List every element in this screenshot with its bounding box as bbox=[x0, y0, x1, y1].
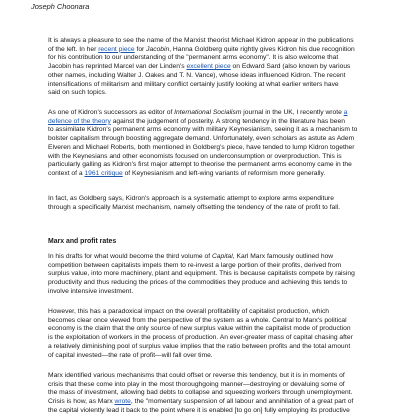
section-heading: Marx and profit rates bbox=[48, 238, 117, 245]
text-line: the mass of investment, allowing bad debts to collapse and squeezing workers through unemployment. bbox=[48, 389, 353, 397]
text-run: of the left. In her bbox=[48, 45, 99, 53]
text-run: of Keynesianism and left-wing variants of reformism more generally. bbox=[122, 169, 326, 177]
text-run: In his drafts for what would become the third volume of bbox=[48, 253, 212, 260]
text-line: through a specifically Marxist mechanism, namely offsetting the tendency of the rate of profit to fall. bbox=[48, 203, 341, 211]
text-run: on Edward Sard (also known by various bbox=[230, 63, 351, 71]
text-line: It is always a pleasure to see the name of the Marxist theorist Michael Kidron appear in the publications bbox=[48, 37, 354, 44]
text-line: said on such topics. bbox=[48, 89, 107, 97]
text-line: for his contribution to our understanding of the "permanent arms economy". It is also welcome that bbox=[48, 54, 339, 62]
text-line bbox=[48, 46, 393, 55]
text-line: In fact, as Goldberg says, Kidron's approach is a systematic attempt to explore arms expenditure bbox=[48, 195, 335, 202]
text-line: competition between capitalists impels them to re-invest a large portion of their profits, derived from bbox=[48, 261, 342, 269]
text-line bbox=[48, 170, 393, 179]
paragraph-profitability bbox=[48, 308, 393, 360]
text-line: particularly galling as Kidron's first major attempt to theorise the permanent arms economy came in the bbox=[48, 161, 352, 169]
defence-of-theory-link[interactable]: defence of the theory bbox=[48, 117, 111, 125]
text-line: Elveren and Michael Roberts, both mentioned in Goldberg's piece, have tended to lump Kidron together bbox=[48, 143, 355, 151]
text-line: involve intensive investment. bbox=[48, 287, 134, 295]
defence-link-start[interactable]: a bbox=[343, 109, 348, 116]
text-line: economy is the claim that the only source of new surplus value within the capitalist mode of production bbox=[48, 325, 351, 333]
text-line bbox=[48, 253, 393, 262]
text-line: to assimilate Kidron's permanent arms economy with military Keynesianism, seeing it as a mechanism to bbox=[48, 126, 358, 134]
text-run: , the "momentary suspension of all labour and annihilation of a great part of bbox=[130, 398, 354, 406]
paragraph-intro bbox=[48, 37, 393, 98]
text-line bbox=[48, 118, 393, 127]
excellent-piece-link[interactable]: excellent piece bbox=[186, 63, 231, 71]
text-line: the capital violently lead it back to the point where it is enabled [to go on] fully employing its productive bbox=[48, 406, 350, 414]
text-run: journal in the UK, I recently wrote bbox=[241, 109, 344, 116]
text-run: Crisis is how, as Marx bbox=[48, 398, 115, 406]
text-run: context of a bbox=[48, 169, 85, 177]
text-line: crisis that these come into play in the most thoroughgoing manner—destroying or devaluing some of bbox=[48, 380, 345, 388]
text-line: a relatively diminishing pool of surplus value implies that the ratio between profits and the total amount bbox=[48, 342, 351, 350]
author-byline: Joseph Choonara bbox=[31, 2, 90, 11]
paragraph-capital bbox=[48, 253, 393, 297]
text-run: , Hanna Goldberg quite rightly gives Kidron his due recognition bbox=[169, 45, 355, 53]
paragraph-crisis bbox=[48, 372, 393, 416]
paragraph-defence bbox=[48, 109, 393, 179]
book-title: Capital bbox=[211, 253, 233, 260]
text-line: surplus value, into more machinery, plant and equipment. This is because capitalists compete by raising bbox=[48, 270, 355, 278]
text-line: with the Keynesians and other economists focused on underconsumption or overproduction. This is bbox=[48, 152, 342, 160]
text-run: against the judgement of posterity. A strong tendency in the literature has been bbox=[110, 117, 345, 125]
text-line: bolster capitalism through boosting aggregate demand. Unfortunately, even scholars as astute as Adem bbox=[48, 135, 355, 143]
publication-name: Jacobin bbox=[146, 45, 170, 53]
text-line: Marx identified various mechanisms that could offset or reverse this tendency, but it is in moments of bbox=[48, 372, 345, 379]
text-line bbox=[48, 63, 393, 72]
text-run: , Karl Marx famously outlined how bbox=[232, 253, 334, 260]
text-line: intensifications of militarism and military conflict certainly justify looking at what earlier writers have bbox=[48, 80, 339, 88]
text-run: for bbox=[134, 45, 147, 53]
paragraph-approach bbox=[48, 195, 393, 212]
text-line bbox=[48, 109, 393, 118]
1961-critique-link[interactable]: 1961 critique bbox=[84, 169, 123, 177]
text-line: becomes clear once viewed from the perspective of the system as a whole. Central to Marx's political bbox=[48, 316, 347, 324]
text-line: other names, including Walter J. Oakes and T. N. Vance), whose ideas influenced Kidron. The recent bbox=[48, 71, 346, 79]
text-run: As one of Kidron's successors as editor of bbox=[48, 109, 175, 116]
text-line bbox=[48, 398, 393, 407]
text-line: of capital invested—the rate of profit—will fall over time. bbox=[48, 351, 213, 359]
journal-name: International Socialism bbox=[174, 109, 242, 116]
text-line: is the exploitation of workers in the process of production. An ever-greater mass of capital chasing after bbox=[48, 334, 353, 342]
recent-piece-link[interactable]: recent piece bbox=[98, 45, 135, 53]
text-line: However, this has a paradoxical impact on the overall profitability of capitalist production, which bbox=[48, 308, 330, 315]
text-line: productivity and thus reducing the prices of the commodities they produce and achieving this tends to bbox=[48, 279, 348, 287]
marx-wrote-link[interactable]: wrote bbox=[114, 398, 131, 406]
text-run: Jacobin has reprinted Marcel van der Linden's bbox=[48, 63, 187, 71]
